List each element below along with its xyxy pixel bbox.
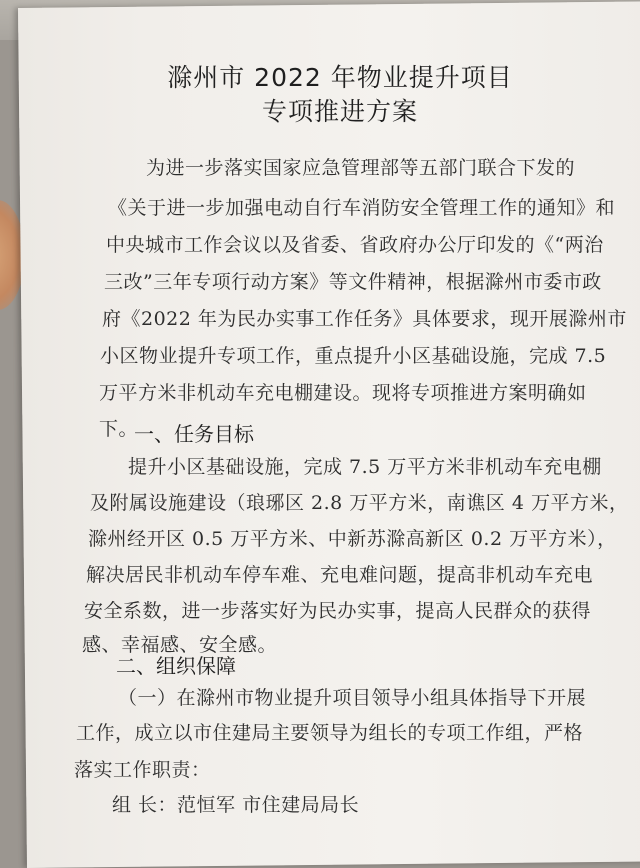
section-1-line-1: 提升小区基础设施，完成 7.5 万平方米非机动车充电棚 (128, 456, 602, 478)
section-2-line-2: 工作，成立以市住建局主要领导为组长的专项工作组，严格 (76, 722, 584, 744)
section-1-heading: 一、任务目标 (134, 422, 254, 446)
intro-line-7: 万平方米非机动车充电棚建设。现将专项推进方案明确如 (99, 382, 587, 404)
section-2-heading: 二、组织保障 (116, 654, 236, 678)
section-1-line-5: 安全系数，进一步落实好为民办实事，提高人民群众的获得 (84, 600, 592, 622)
intro-line-2: 《关于进一步加强电动自行车消防安全管理工作的通知》和 (108, 197, 616, 219)
doc-title-line-2: 专项推进方案 (261, 97, 418, 126)
intro-line-6: 小区物业提升专项工作，重点提升小区基础设施，完成 7.5 (100, 345, 607, 367)
section-2-leader-line: 组 长：范恒军 市住建局局长 (112, 794, 360, 816)
intro-line-5: 府《2022 年为民办实事工作任务》具体要求，现开展滁州市 (102, 308, 627, 330)
section-2-line-1: （一）在滁州市物业提升项目领导小组具体指导下开展 (118, 687, 587, 709)
intro-line-3: 中央城市工作会议以及省委、省政府办公厅印发的《“两治 (106, 234, 604, 256)
intro-line-8: 下。 (99, 418, 139, 440)
section-1-line-2: 及附属设施建设（琅琊区 2.8 万平方米，南谯区 4 万平方米， (90, 492, 629, 514)
section-2-line-3: 落实工作职责： (74, 759, 211, 781)
intro-line-1: 为进一步落实国家应急管理部等五部门联合下发的 (146, 157, 576, 179)
doc-title-line-1: 滁州市 2022 年物业提升项目 (167, 63, 513, 92)
section-1-line-3: 滁州经开区 0.5 万平方米、中新苏滁高新区 0.2 万平方米）， (88, 528, 617, 550)
section-1-line-4: 解决居民非机动车停车难、充电难问题，提高非机动车充电 (86, 564, 594, 586)
intro-line-4: 三改”三年专项行动方案》等文件精神，根据滁州市委市政 (104, 271, 602, 293)
section-1-line-6: 感、幸福感、安全感。 (82, 634, 278, 656)
